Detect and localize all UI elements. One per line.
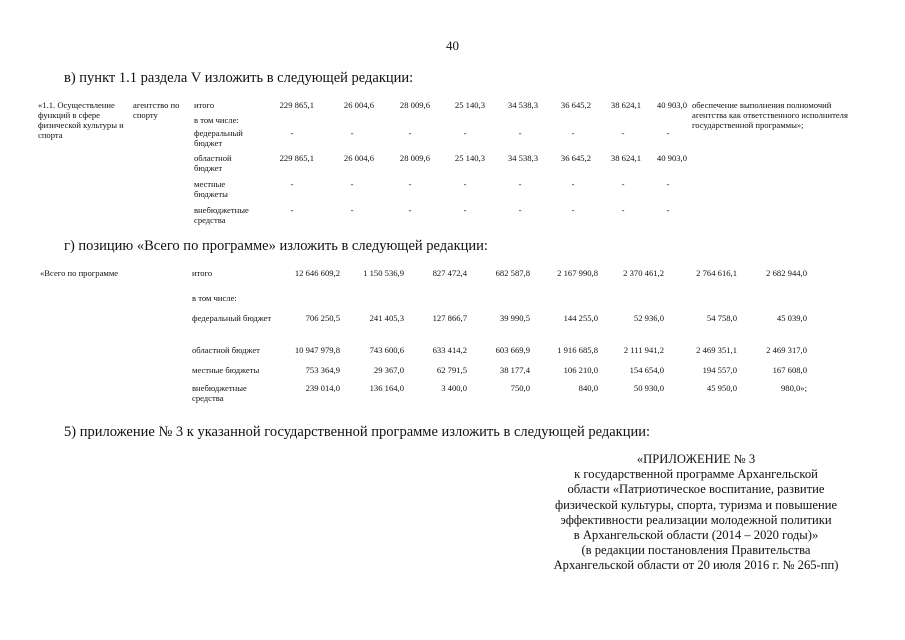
table-cell: 2 370 461,2 xyxy=(623,268,664,278)
row-label: внебюджетные средства xyxy=(192,383,247,403)
table-cell: 241 405,3 xyxy=(369,313,404,323)
table-cell: - xyxy=(621,205,625,215)
table-cell: 54 758,0 xyxy=(706,313,737,323)
table-cell: 34 538,3 xyxy=(507,153,538,163)
table-cell: 750,0 xyxy=(510,383,530,393)
appendix-block xyxy=(512,452,880,574)
appendix-line: (в редакции постановления Правительства xyxy=(581,543,811,558)
table-cell: 2 469 317,0 xyxy=(766,345,807,355)
table-cell: 45 039,0 xyxy=(776,313,807,323)
page-number: 40 xyxy=(446,38,459,53)
table-cell: 633 414,2 xyxy=(432,345,467,355)
table-cell: - xyxy=(350,179,354,189)
table-cell: 36 645,2 xyxy=(560,153,591,163)
row-label: областной бюджет xyxy=(192,345,260,355)
table-cell: 34 538,3 xyxy=(507,100,538,110)
table-cell: - xyxy=(290,179,294,189)
table-cell: - xyxy=(666,128,670,138)
table-cell: 229 865,1 xyxy=(279,100,314,110)
table-cell: 36 645,2 xyxy=(560,100,591,110)
table-cell: 2 167 990,8 xyxy=(557,268,598,278)
appendix-line: физической культуры, спорта, туризма и повышение xyxy=(554,497,838,512)
table-cell: - xyxy=(408,205,412,215)
table-cell: - xyxy=(463,205,467,215)
table-cell: 127 866,7 xyxy=(432,313,467,323)
table-cell: 1 150 536,9 xyxy=(363,268,404,278)
heading-5: 5) приложение № 3 к указанной государственной программе изложить в следующей редакции: xyxy=(64,424,651,440)
table-cell: - xyxy=(290,205,294,215)
t1-name: «1.1. Осуществление функций в сфере физической культуры и спорта xyxy=(38,100,124,140)
row-label: в том числе: xyxy=(192,293,237,303)
appendix-line: к государственной программе Архангельской xyxy=(574,467,818,482)
t1-result: обеспечение выполнения полномочий агентства как ответственного исполнителя государственной программы»; xyxy=(692,100,848,130)
table-cell: - xyxy=(463,128,467,138)
table-cell: 28 009,6 xyxy=(399,100,430,110)
table-cell: 682 587,8 xyxy=(495,268,530,278)
table-cell: 38 624,1 xyxy=(610,100,641,110)
row-label: федеральный бюджет xyxy=(192,313,272,323)
table-cell: 144 255,0 xyxy=(563,313,598,323)
row-label: внебюджетные средства xyxy=(194,205,249,225)
table-cell: 39 990,5 xyxy=(499,313,530,323)
table-cell: - xyxy=(408,179,412,189)
table-cell: - xyxy=(518,128,522,138)
table-cell: 3 400,0 xyxy=(441,383,467,393)
heading-g: г) позицию «Всего по программе» изложить в следующей редакции: xyxy=(64,238,488,254)
table-cell: 25 140,3 xyxy=(454,153,485,163)
table-cell: 62 791,5 xyxy=(436,365,467,375)
row-label: итого xyxy=(192,268,213,278)
t1-executor: агентство по спорту xyxy=(133,100,180,120)
table-cell: - xyxy=(666,205,670,215)
appendix-line: области «Патриотическое воспитание, развитие xyxy=(567,482,825,497)
row-label: местные бюджеты xyxy=(194,179,228,199)
table-cell: 239 014,0 xyxy=(305,383,340,393)
table-cell: - xyxy=(350,128,354,138)
table-cell: - xyxy=(571,179,575,189)
table-cell: 167 608,0 xyxy=(772,365,807,375)
table-cell: 52 936,0 xyxy=(633,313,664,323)
table-cell: 136 164,0 xyxy=(369,383,404,393)
table-cell: 2 682 944,0 xyxy=(766,268,807,278)
table-cell: 980,0»; xyxy=(780,383,807,393)
table-cell: 45 950,0 xyxy=(706,383,737,393)
appendix-line: эффективности реализации молодежной политики xyxy=(560,512,832,527)
table-cell: - xyxy=(408,128,412,138)
appendix-line: в Архангельской области (2014 – 2020 годы)» xyxy=(573,528,819,543)
table-cell: - xyxy=(350,205,354,215)
heading-v: в) пункт 1.1 раздела V изложить в следующей редакции: xyxy=(64,70,414,86)
table-cell: 10 947 979,8 xyxy=(294,345,340,355)
table-cell: 25 140,3 xyxy=(454,100,485,110)
table-cell: 29 367,0 xyxy=(373,365,404,375)
table-cell: 26 004,6 xyxy=(343,153,374,163)
table-cell: 706 250,5 xyxy=(305,313,340,323)
table-cell: 38 177,4 xyxy=(499,365,530,375)
appendix-line: «ПРИЛОЖЕНИЕ № 3 xyxy=(636,452,756,466)
table-cell: 106 210,0 xyxy=(563,365,598,375)
table-cell: - xyxy=(666,179,670,189)
table-cell: 743 600,6 xyxy=(369,345,404,355)
table-cell: - xyxy=(463,179,467,189)
table-cell: 840,0 xyxy=(578,383,598,393)
table-cell: 2 764 616,1 xyxy=(696,268,737,278)
table-cell: - xyxy=(571,205,575,215)
table-cell: 2 469 351,1 xyxy=(696,345,737,355)
table-cell: 28 009,6 xyxy=(399,153,430,163)
table-cell: 2 111 941,2 xyxy=(623,345,664,355)
table-cell: - xyxy=(621,128,625,138)
table-cell: 827 472,4 xyxy=(432,268,467,278)
table-cell: 40 903,0 xyxy=(656,100,687,110)
row-label: федеральный бюджет xyxy=(194,128,243,148)
table-cell: 229 865,1 xyxy=(279,153,314,163)
table-cell: 26 004,6 xyxy=(343,100,374,110)
table-cell: - xyxy=(518,205,522,215)
t2-name: «Всего по программе xyxy=(40,268,119,278)
row-label: в том числе: xyxy=(194,115,239,125)
table-cell: 40 903,0 xyxy=(656,153,687,163)
table-cell: - xyxy=(518,179,522,189)
table-cell: 154 654,0 xyxy=(629,365,664,375)
table-cell: 50 930,0 xyxy=(633,383,664,393)
appendix-line: Архангельской области от 20 июля 2016 г. № 265-пп) xyxy=(553,558,839,573)
row-label: областной бюджет xyxy=(194,153,232,173)
table-cell: 194 557,0 xyxy=(702,365,737,375)
table-cell: 753 364,9 xyxy=(305,365,340,375)
row-label: итого xyxy=(194,100,215,110)
table-cell: - xyxy=(290,128,294,138)
table-cell: 603 669,9 xyxy=(495,345,530,355)
table-cell: 38 624,1 xyxy=(610,153,641,163)
table-cell: - xyxy=(621,179,625,189)
table-cell: - xyxy=(571,128,575,138)
table-cell: 1 916 685,8 xyxy=(557,345,598,355)
table-cell: 12 646 609,2 xyxy=(294,268,340,278)
row-label: местные бюджеты xyxy=(192,365,260,375)
